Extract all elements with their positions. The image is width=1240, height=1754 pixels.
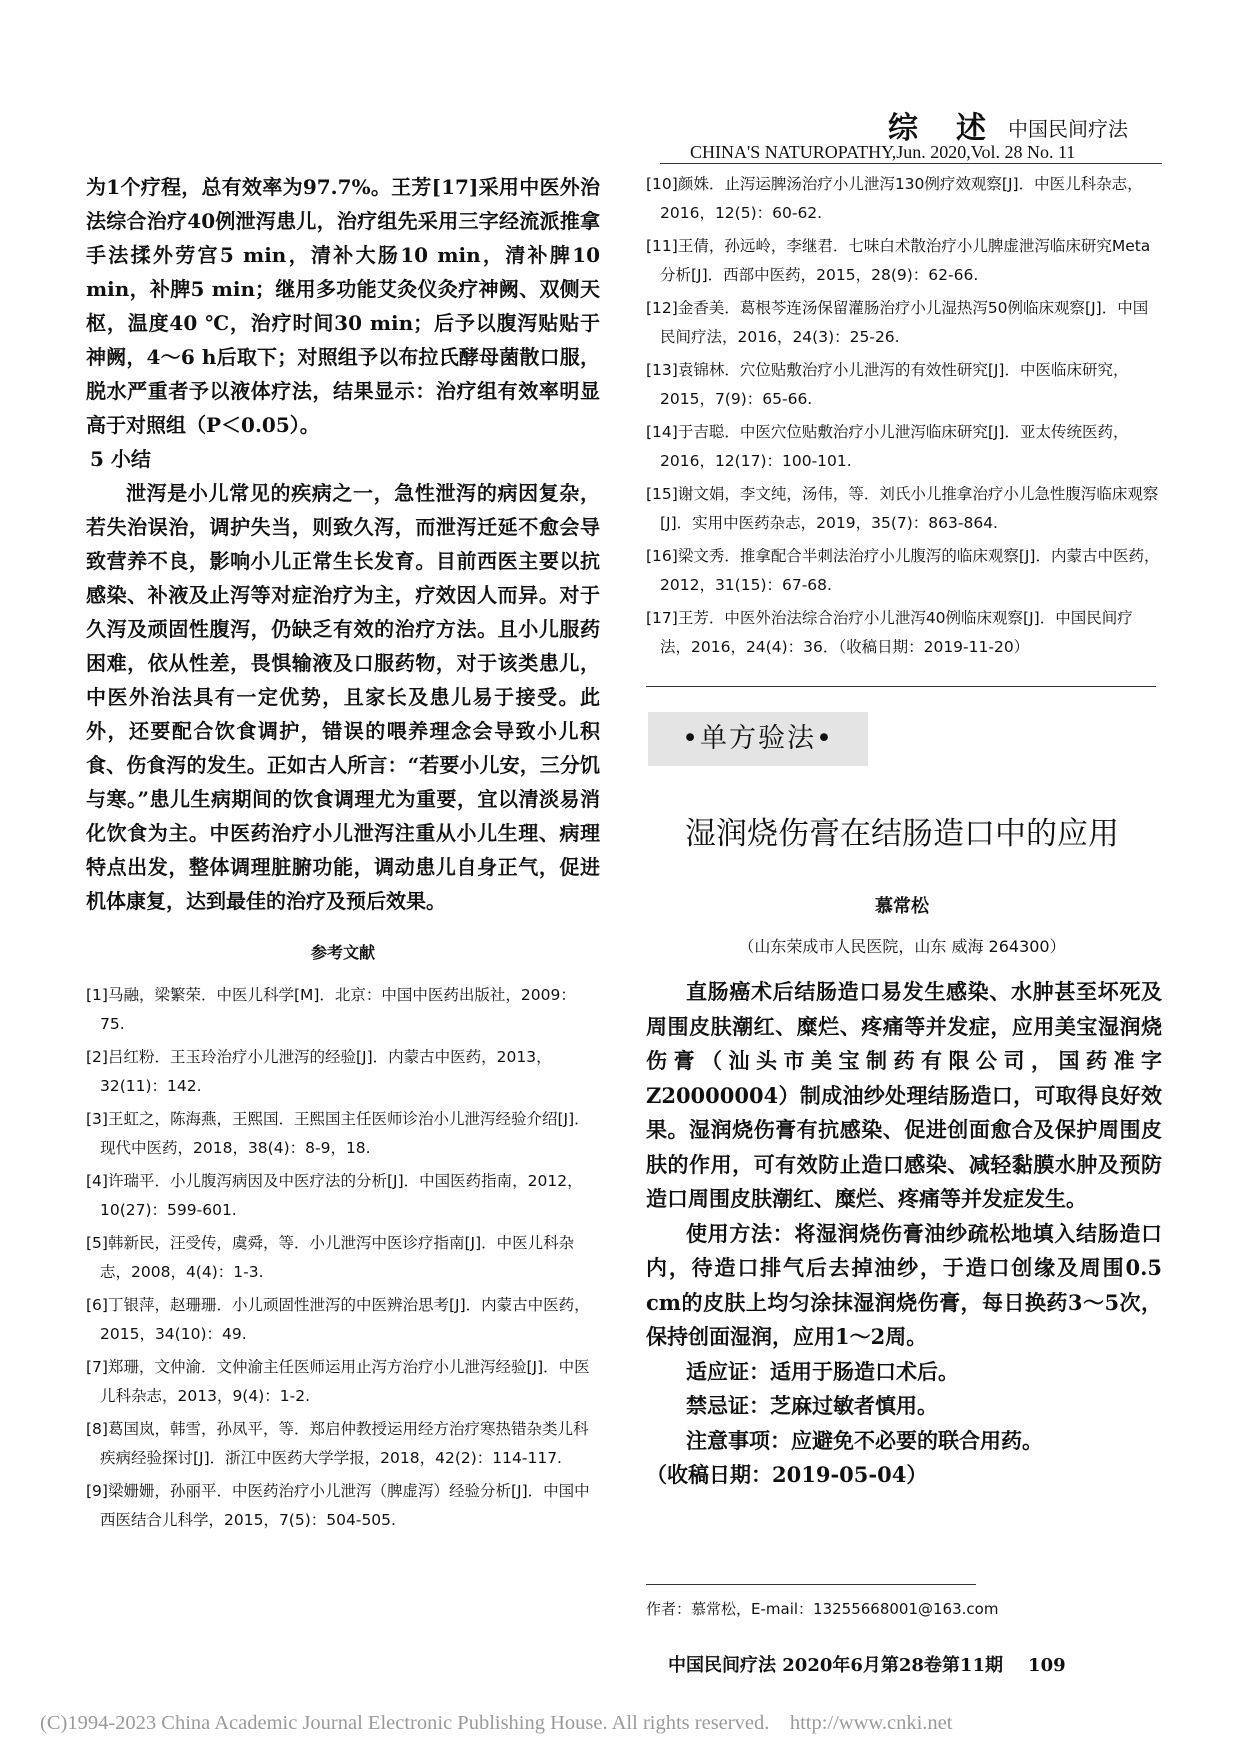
section-category: 综述 (888, 111, 1024, 146)
received-date: （收稿日期：2019-05-04） (646, 1462, 928, 1487)
reference-item: [17]王芳．中医外治法综合治疗小儿泄泻40例临床观察[J]．中国民间疗法，2016，24(4)：36．（收稿日期：2019-11-20） (646, 609, 1133, 656)
column-banner: •单方验法• (648, 712, 868, 766)
reference-item: [1]马融，梁繁荣．中医儿科学[M]．北京：中国中医药出版社，2009：75. (86, 986, 576, 1033)
body-paragraph: 使用方法：将湿润烧伤膏油纱疏松地填入结肠造口内，待造口排气后去掉油纱，于造口创缘及周围0.5 cm的皮肤上均匀涂抹湿润烧伤膏，每日换药3～5次，保持创面湿润，应用1～2周。 (646, 1220, 1162, 1349)
reference-item: [13]袁锦林．穴位贴敷治疗小儿泄泻的有效性研究[J]．中医临床研究，2015，7(9)：65-66. (646, 361, 1129, 408)
references-heading: 参考文献 (310, 943, 375, 962)
body-paragraph: 适应证：适用于肠造口术后。 (686, 1358, 959, 1384)
journal-name-cn: 中国民间疗法 (1008, 117, 1128, 141)
body-paragraph: 禁忌证：芝麻过敏者慎用。 (686, 1393, 938, 1418)
reference-item: [4]许瑞平．小儿腹泻病因及中医疗法的分析[J]．中国医药指南，2012，10(27)：599-601. (86, 1172, 583, 1219)
section-heading: 5 小结 (90, 447, 151, 471)
reference-item: [6]丁银萍，赵珊珊．小儿顽固性泄泻的中医辨治思考[J]．内蒙古中医药，2015，34(10)：49. (86, 1296, 590, 1343)
reference-list (86, 981, 600, 1535)
reference-item: [9]梁姗姗，孙丽平．中医药治疗小儿泄泻（脾虚泻）经验分析[J]．中国中西医结合儿科学，2015，7(5)：504-505. (86, 1482, 590, 1529)
body-paragraph: 直肠癌术后结肠造口易发生感染、水肿甚至坏死及周围皮肤潮红、糜烂、疼痛等并发症，应用美宝湿润烧伤膏（汕头市美宝制药有限公司，国药准字Z20000004）制成油纱处理结肠造口，可取得良好效果。湿润烧伤膏有抗感染、促进创面愈合及保护周围皮肤的作用，可有效防止造口感染、减轻黏膜水肿及预防造口周围皮肤潮红、糜烂、疼痛等并发症发生。 (646, 979, 1162, 1211)
author-footnote: 作者：慕常松，E-mail：13255668001@163.com (646, 1600, 999, 1618)
reference-item: [11]王倩，孙远岭，李继君．七味白术散治疗小儿脾虚泄泻临床研究Meta分析[J]．西部中医药，2015，28(9)：62-66. (646, 237, 1151, 284)
reference-item: [16]梁文秀．推拿配合半刺法治疗小儿腹泻的临床观察[J]．内蒙古中医药，2012，31(15)：67-68. (646, 547, 1160, 594)
reference-item: [2]吕红粉．王玉玲治疗小儿泄泻的经验[J]．内蒙古中医药，2013，32(11)：142. (86, 1048, 552, 1095)
article-author: 慕常松 (875, 896, 929, 917)
reference-item: [3]王虹之，陈海燕，王熙国．王熙国主任医师诊治小儿泄泻经验介绍[J]．现代中医药，2018，38(4)：8-9，18. (86, 1110, 590, 1157)
body-paragraph: 泄泻是小儿常见的疾病之一，急性泄泻的病因复杂，若失治误治，调护失当，则致久泻，而泄泻迁延不愈会导致营养不良，影响小儿正常生长发育。目前西医主要以抗感染、补液及止泻等对症治疗为主，疗效因人而异。对于久泻及顽固性腹泻，仍缺乏有效的治疗方法。且小儿服药困难，依从性差，畏惧输液及口服药物，对于该类患儿，中医外治法具有一定优势，且家长及患儿易于接受。此外，还要配合饮食调护，错误的喂养理念会导致小儿积食、伤食泻的发生。正如古人所言：“若要小儿安，三分饥与寒。”患儿生病期间的饮食调理尤为重要，宜以清淡易消化饮食为主。中医药治疗小儿泄泻注重从小儿生理、病理特点出发，整体调理脏腑功能，调动患儿自身正气，促进机体康复，达到最佳的治疗及预后效果。 (86, 481, 600, 913)
left-column (86, 170, 600, 1539)
reference-item: [8]葛国岚，韩雪，孙凤平，等．郑启仲教授运用经方治疗寒热错杂类儿科疾病经验探讨[J]．浙江中医药大学学报，2018，42(2)：114-117. (86, 1420, 589, 1467)
reference-item: [10]颜姝．止泻运脾汤治疗小儿泄泻130例疗效观察[J]．中医儿科杂志，2016，12(5)：60-62. (646, 175, 1143, 222)
header-rule (660, 163, 1162, 164)
article-body (646, 975, 1162, 1493)
journal-citation-en: CHINA'S NATUROPATHY,Jun. 2020,Vol. 28 No. 11 (690, 142, 1076, 162)
section-divider (646, 686, 1156, 687)
reference-item: [12]金香美．葛根芩连汤保留灌肠治疗小儿湿热泻50例临床观察[J]．中国民间疗法，2016，24(3)：25-26. (646, 299, 1149, 346)
reference-item: [14]于吉聪．中医穴位贴敷治疗小儿泄泻临床研究[J]．亚太传统医药，2016，12(17)：100-101. (646, 423, 1129, 470)
reference-item: [7]郑珊，文仲渝．文仲渝主任医师运用止泻方治疗小儿泄泻经验[J]．中医儿科杂志，2013，9(4)：1-2. (86, 1358, 590, 1405)
right-column (646, 170, 1162, 666)
copyright-watermark: (C)1994-2023 China Academic Journal Electronic Publishing House. All rights reserved. http://www.cnki.net (40, 1712, 953, 1734)
page-footer: 中国民间疗法 2020年6月第28卷第11期 109 (668, 1655, 1066, 1676)
reference-item: [5]韩新民，汪受传，虞舜，等．小儿泄泻中医诊疗指南[J]．中医儿科杂志，2008，4(4)：1-3. (86, 1234, 575, 1281)
footnote-rule (646, 1584, 976, 1585)
article-title: 湿润烧伤膏在结肠造口中的应用 (685, 816, 1119, 852)
body-paragraph: 注意事项：应避免不必要的联合用药。 (686, 1427, 1043, 1453)
reference-item: [15]谢文娟，李文纯，汤伟，等．刘氏小儿推拿治疗小儿急性腹泻临床观察[J]．实用中医药杂志，2019，35(7)：863-864. (646, 485, 1159, 532)
body-paragraph: 为1个疗程，总有效率为97.7%。王芳[17]采用中医外治法综合治疗40例泄泻患儿，治疗组先采用三字经流派推拿手法揉外劳宫5 min，清补大肠10 min，清补脾10 min，补脾5 min；继用多功能艾灸仪灸疗神阙、双侧天枢，温度40 ℃，治疗时间30 min；后予以腹泻贴贴于神阙，4～6 h后取下；对照组予以布拉氏酵母菌散口服，脱水严重者予以液体疗法，结果显示：治疗组有效率明显高于对照组（P＜0.05）。 (86, 175, 600, 437)
article-affiliation: （山东荣成市人民医院，山东 威海 264300） (738, 937, 1066, 956)
